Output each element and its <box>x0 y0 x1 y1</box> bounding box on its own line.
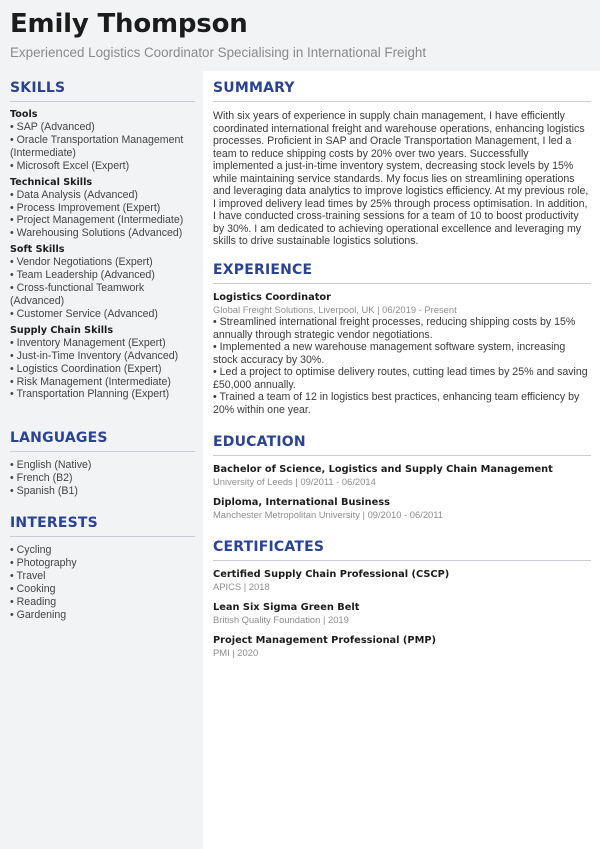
certificate-meta: PMI | 2020 <box>213 647 259 658</box>
interest-item: • Gardening <box>10 609 195 622</box>
skill-item: • Just-in-Time Inventory (Advanced) <box>10 350 195 363</box>
language-item: • Spanish (B1) <box>10 485 195 498</box>
certificate-name: Certified Supply Chain Professional (CSCP) <box>213 569 450 580</box>
certificate-name: Project Management Professional (PMP) <box>213 635 436 646</box>
certificate-name: Lean Six Sigma Green Belt <box>213 602 360 613</box>
job-bullet: • Streamlined international freight processes, reducing shipping costs by 15% annually through strategic vendor negotiations. <box>213 316 591 341</box>
degree-title: Bachelor of Science, Logistics and Supply Chain Management <box>213 464 553 475</box>
summary-title: SUMMARY <box>213 80 591 102</box>
skill-item: • Cross-functional Teamwork (Advanced) <box>10 282 195 308</box>
language-item: • English (Native) <box>10 459 195 472</box>
skill-item: • Data Analysis (Advanced) <box>10 189 195 202</box>
skill-item: • Warehousing Solutions (Advanced) <box>10 227 195 240</box>
skill-item: • SAP (Advanced) <box>10 121 195 134</box>
skill-item: • Customer Service (Advanced) <box>10 308 195 321</box>
skill-item: • Logistics Coordination (Expert) <box>10 363 195 376</box>
job-bullet: • Trained a team of 12 in logistics best practices, enhancing team efficiency by 20% within one year. <box>213 391 591 416</box>
skills-group-heading: Supply Chain Skills <box>10 324 114 336</box>
skill-item: • Oracle Transportation Management (Intermediate) <box>10 134 195 160</box>
interest-item: • Photography <box>10 557 195 570</box>
job-bullet: • Led a project to optimise delivery routes, cutting lead times by 25% and saving £50,000 annually. <box>213 366 591 391</box>
interests-title: INTERESTS <box>10 515 195 537</box>
summary-text: With six years of experience in supply chain management, I have efficiently coordinated international freight and warehouse operations, enhancing logistics processes. Proficient in SAP and Oracle Transportation Management, I led a team to reduce shipping costs by 20% over two years. Successfully implemented a just-in-time inventory system, decreasing stock levels by 15% while maintaining service standards. My focus lies on streamlining operations and leveraging data analytics to improve logistics efficiency. At my previous role, I improved delivery lead times by 25% through process optimisation. In addition, I have conducted cross-training sessions for a team of 10 to boost productivity by 30%. I am dedicated to achieving operational excellence and leveraging my skills to drive sustainable logistics solutions. <box>213 110 589 247</box>
job-bullet: • Implemented a new warehouse management software system, increasing stock accuracy by 30%. <box>213 341 591 366</box>
skill-item: • Team Leadership (Advanced) <box>10 269 195 282</box>
languages-title: LANGUAGES <box>10 430 195 452</box>
skill-item: • Microsoft Excel (Expert) <box>10 160 195 173</box>
skills-group-heading: Tools <box>10 109 38 120</box>
skill-item: • Risk Management (Intermediate) <box>10 376 195 389</box>
skill-item: • Process Improvement (Expert) <box>10 202 195 215</box>
skills-list <box>10 337 195 402</box>
job-bullets <box>213 316 591 416</box>
experience-section <box>213 262 591 416</box>
certificates-section <box>213 539 591 659</box>
degree-meta: University of Leeds | 09/2011 - 06/2014 <box>213 476 376 487</box>
skills-title: SKILLS <box>10 80 195 102</box>
summary-section <box>213 80 591 248</box>
skill-item: • Inventory Management (Expert) <box>10 337 195 350</box>
education-title: EDUCATION <box>213 434 591 456</box>
skills-list <box>10 256 195 321</box>
certificates-title: CERTIFICATES <box>213 539 591 561</box>
skill-item: • Transportation Planning (Expert) <box>10 388 195 401</box>
skill-item: • Project Management (Intermediate) <box>10 214 195 227</box>
experience-title: EXPERIENCE <box>213 262 591 284</box>
skills-section <box>10 80 195 401</box>
interest-item: • Travel <box>10 570 195 583</box>
certificate-meta: British Quality Foundation | 2019 <box>213 614 349 625</box>
candidate-tagline: Experienced Logistics Coordinator Specialising in International Freight <box>10 45 427 60</box>
degree-title: Diploma, International Business <box>213 497 390 508</box>
skills-group-heading: Soft Skills <box>10 244 65 256</box>
interest-item: • Cycling <box>10 544 195 557</box>
education-section <box>213 434 591 521</box>
resume-header <box>0 0 600 71</box>
interests-list <box>10 544 195 621</box>
interests-section <box>10 515 195 621</box>
job-title: Logistics Coordinator <box>213 292 331 303</box>
languages-list <box>10 459 195 498</box>
certificate-meta: APICS | 2018 <box>213 581 270 592</box>
job-meta: Global Freight Solutions, Liverpool, UK | 06/2019 - Present <box>213 304 457 315</box>
language-item: • French (B2) <box>10 472 195 485</box>
skills-list <box>10 121 195 173</box>
skills-group-heading: Technical Skills <box>10 176 93 188</box>
interest-item: • Reading <box>10 596 195 609</box>
languages-section <box>10 430 195 498</box>
degree-meta: Manchester Metropolitan University | 09/2010 - 06/2011 <box>213 509 443 520</box>
interest-item: • Cooking <box>10 583 195 596</box>
skills-list <box>10 189 195 241</box>
skill-item: • Vendor Negotiations (Expert) <box>10 256 195 269</box>
candidate-name: Emily Thompson <box>10 9 248 39</box>
